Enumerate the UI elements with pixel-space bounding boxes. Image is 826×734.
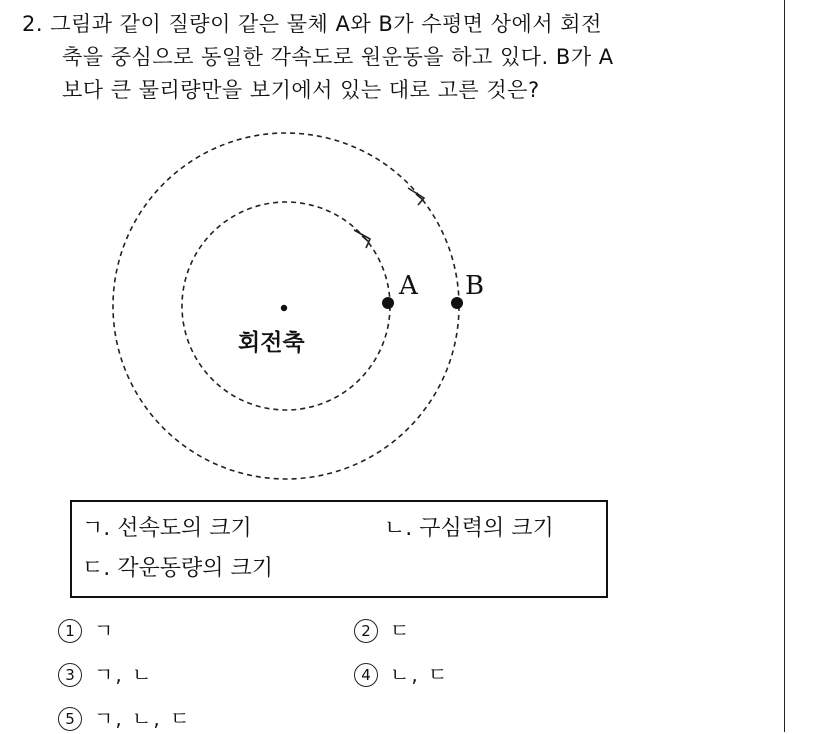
choice-1[interactable] [58, 614, 115, 644]
object-b-label: B [465, 271, 485, 301]
choice-1-number: 1 [58, 619, 82, 643]
option-item-2: ㄴ. 구심력의 크기 [384, 516, 554, 541]
question-line-3: 보다 큰 물리량만을 보기에서 있는 대로 고른 것은? [62, 78, 540, 102]
object-b-dot [451, 297, 463, 309]
rotation-axis-label: 회전축 [238, 330, 305, 356]
option-item-3: ㄷ. 각운동량의 크기 [82, 556, 273, 581]
choice-4-text: ㄴ, ㄷ [390, 662, 450, 687]
options-box [70, 500, 608, 598]
page-right-border [784, 0, 785, 732]
question-line-2: 축을 중심으로 동일한 각속도로 원운동을 하고 있다. B가 A [62, 45, 614, 69]
choice-4-number: 4 [354, 663, 378, 687]
choice-3-number: 3 [58, 663, 82, 687]
choice-5[interactable] [58, 702, 191, 732]
choice-3[interactable] [58, 658, 153, 688]
choice-2-text: ㄷ [390, 618, 412, 643]
choice-4[interactable] [354, 658, 449, 688]
question-stem [22, 8, 762, 107]
choice-5-text: ㄱ, ㄴ, ㄷ [94, 706, 192, 731]
outer-orbit-arrow-icon [408, 188, 424, 205]
choice-2[interactable] [354, 614, 411, 644]
inner-orbit-arrow-icon [354, 230, 370, 248]
question-line-1: 2. 그림과 같이 질량이 같은 물체 A와 B가 수평면 상에서 회전 [22, 12, 602, 36]
rotation-axis-dot [281, 305, 287, 311]
object-a-label: A [399, 271, 418, 301]
choice-1-text: ㄱ [94, 618, 116, 643]
choice-2-number: 2 [354, 619, 378, 643]
choice-3-text: ㄱ, ㄴ [94, 662, 154, 687]
rotation-diagram [90, 118, 510, 498]
object-a-dot [382, 297, 394, 309]
option-item-1: ㄱ. 선속도의 크기 [82, 516, 252, 541]
choice-5-number: 5 [58, 707, 82, 731]
